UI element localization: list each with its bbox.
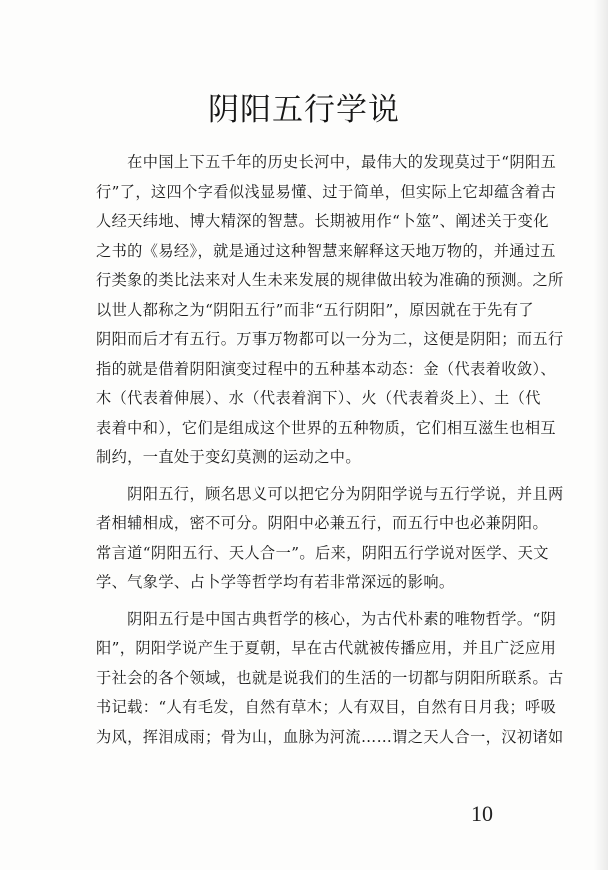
body-text: [96, 148, 564, 759]
text-line: 阴阳而后才有五行。万事万物都可以一分为二，这便是阴阳；而五行: [96, 330, 564, 348]
text-line: 表着中和），它们是组成这个世界的五种物质，它们相互滋生也相互: [96, 418, 557, 437]
text-line: 阳”，阴阳学说产生于夏朝，早在古代就被传播应用，并且广泛应用: [96, 639, 557, 657]
text-line: 书记载：“人有毛发，自然有草木；人有双目，自然有日月我；呼吸: [96, 698, 557, 716]
text-line: 于社会的各个领域，也就是说我们的生活的一切都与阴阳所联系。古: [96, 668, 564, 687]
page-edge-shadow: [594, 0, 608, 870]
text-line: 制约，一直处于变幻莫测的运动之中。: [96, 448, 361, 466]
text-line: 人经天纬地、博大精深的智慧。长期被用作“卜筮”、阐述关于变化: [96, 212, 549, 230]
text-line: 学、气象学、占卜学等哲学均有若非常深远的影响。: [96, 573, 455, 591]
text-line: 为风，挥泪成雨；骨为山，血脉为河流……谓之天人合一，汉初诸如: [96, 727, 564, 746]
text-line: 以世人都称之为“阴阳五行”而非“五行阴阳”，原因就在于先有了: [96, 300, 534, 319]
text-line: 在中国上下五千年的历史长河中，最伟大的发现莫过于“阴阳五: [96, 153, 557, 171]
text-line: 指的就是借着阴阳演变过程中的五种基本动态：金（代表着收敛）、: [96, 359, 557, 378]
page-number: 10: [471, 801, 493, 826]
text-line: 行类象的类比法来对人生未来发展的规律做出较为准确的预测。之所: [96, 271, 564, 289]
paragraph-3: [96, 605, 564, 753]
text-line: 阴阳五行，顾名思义可以把它分为阴阳学说与五行学说，并且两: [96, 484, 564, 503]
text-line: 木（代表着伸展）、水（代表着润下）、火（代表着炎上）、土（代: [96, 389, 541, 407]
paragraph-2: [96, 480, 564, 598]
text-line: 者相辅相成，密不可分。阴阳中必兼五行，而五行中也必兼阴阳。: [96, 514, 549, 532]
text-line: 之书的《易经》，就是通过这种智慧来解释这天地万物的，并通过五: [96, 241, 557, 260]
text-line: 阴阳五行是中国古典哲学的核心，为古代朴素的唯物哲学。“阴: [96, 609, 557, 628]
text-line: 常言道“阴阳五行、天人合一”。后来，阴阳五行学说对医学、天文: [96, 543, 549, 562]
paragraph-1: [96, 148, 564, 473]
page-title: 阴阳五行学说: [208, 92, 400, 128]
text-line: 行”了，这四个字看似浅显易懂、过于简单，但实际上它却蕴含着古: [96, 182, 557, 201]
